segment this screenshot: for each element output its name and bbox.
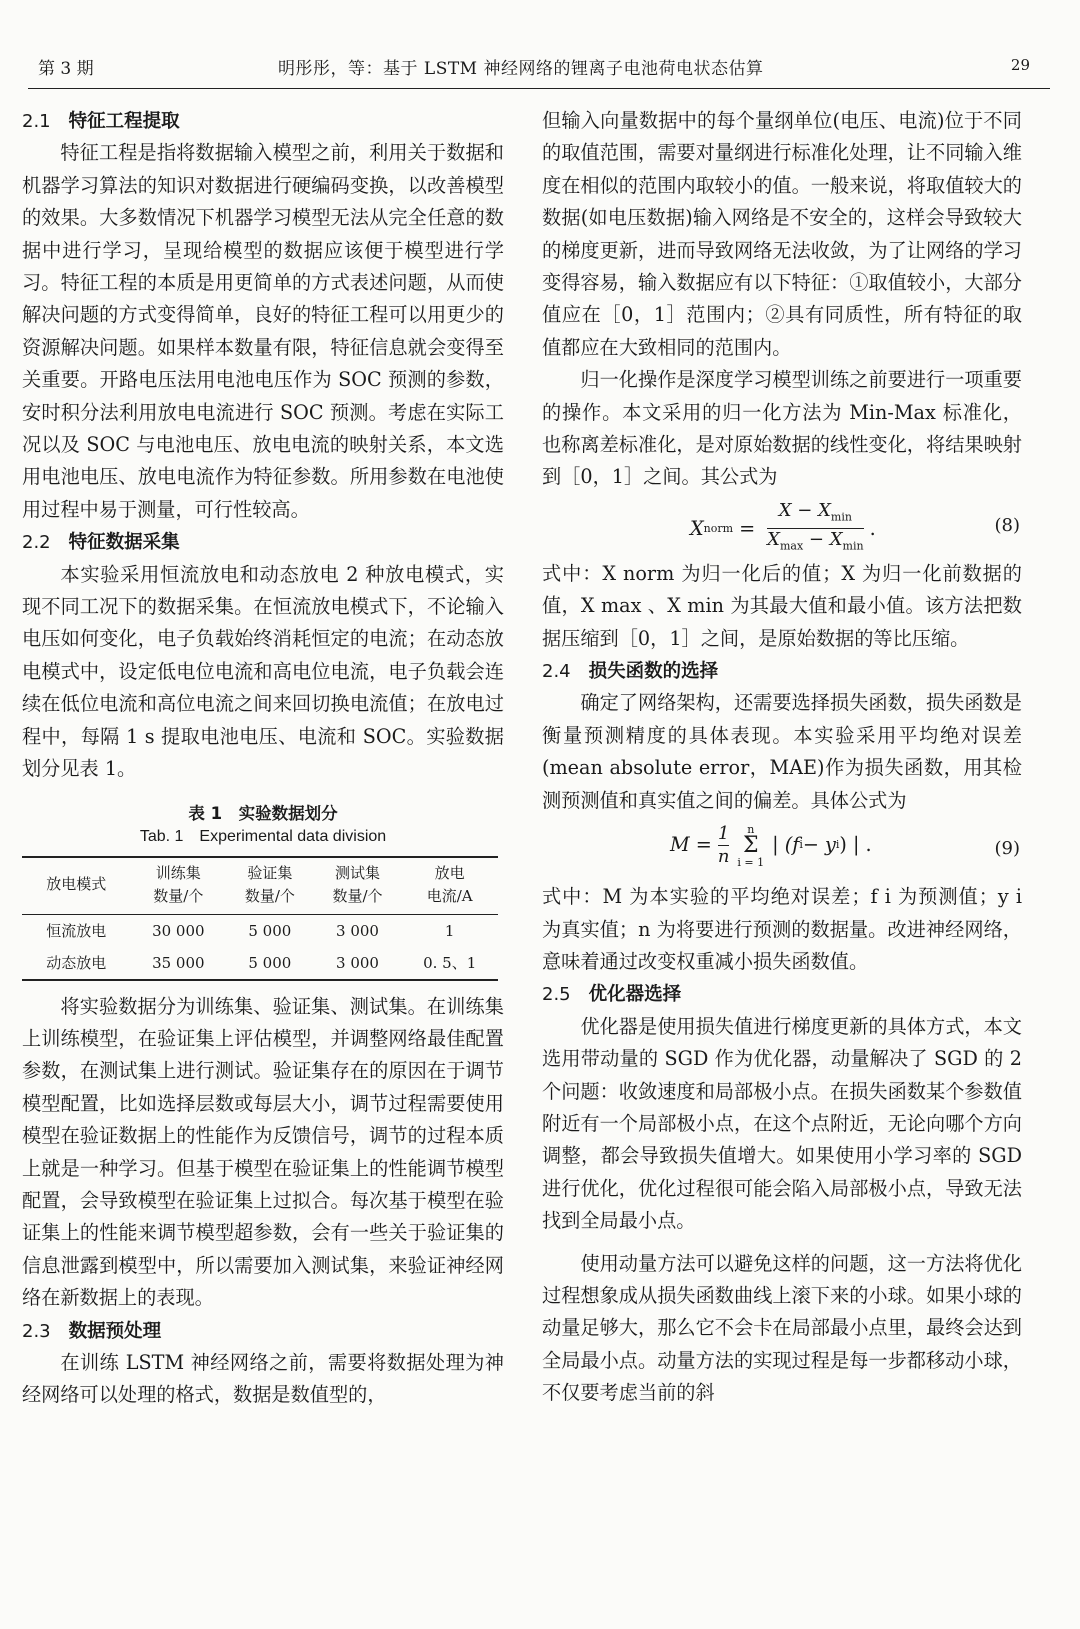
paragraph: 归一化操作是深度学习模型训练之前要进行一项重要的操作。本文采用的归一化方法为 Min-Max 标准化，也称离差标准化，是对原始数据的线性变化，将结果映射到［0，1］之间。其公式为 [542, 368, 1022, 489]
paragraph-continued: 但输入向量数据中的每个量纲单位(电压、电流)位于不同的取值范围，需要对量纲进行标准化处理，让不同输入维度在相似的范围内取较小的值。一般来说，将取值较大的数据(如电压数据)输入网络是不安全的，这样会导致较大的梯度更新，进而导致网络无法收敛，为了让网络的学习变得容易，输入数据应有以下特征：①取值较小，大部分值应在［0，1］范围内；②具有同质性，所有特征的取值都应在大致相同的范围内。 [542, 109, 1022, 359]
equation-number: (9) [994, 838, 1020, 860]
eq-den-text: X [767, 529, 780, 551]
paragraph: 特征工程是指将数据输入模型之前，利用关于数据和机器学习算法的知识对数据进行硬编码变换，以改善模型的效果。大多数情况下机器学习模型无法从完全任意的数据中进行学习，呈现给模型的数据应该便于模型进行学习。特征工程的本质是用更简单的方式表述问题，从而使解决问题的方式变得简单，良好的特征工程可以用更少的资源解决问题。如果样本数量有限，特征信息就会变得至关重要。开路电压法用电池电压作为 SOC 预测的参数，安时积分法利用放电电流进行 SOC 预测。考虑在实际工况以及 SOC 与电池电压、放电电流的映射关系，本文选用电池电压、放电电流作为特征参数。所用参数在电池使用过程中易于测量，可行性较高。 [22, 141, 504, 521]
sigma-symbol: Σ [743, 832, 759, 858]
table-header-cell [22, 857, 131, 915]
section-heading-2-5 [542, 978, 1022, 1010]
section-title: 优化器选择 [588, 984, 682, 1006]
equation-8 [542, 494, 1022, 558]
section-number: 2.4 [542, 661, 571, 683]
table-header-cell [314, 857, 402, 915]
header-line-2: 数量/个 [244, 886, 295, 905]
equation-number: (8) [994, 514, 1020, 536]
header-line-1: 验证集 [247, 863, 293, 882]
eq-end: . [869, 516, 876, 540]
section-number: 2.1 [22, 111, 51, 132]
sum-upper-limit: n [747, 822, 755, 836]
section-title: 数据预处理 [68, 1320, 162, 1342]
section-heading-2-2 [22, 526, 504, 558]
section-heading-2-4 [542, 655, 1022, 687]
table-caption [22, 802, 504, 848]
equation-9 [542, 817, 1022, 881]
header-line-1: 放电模式 [46, 875, 107, 893]
paragraph-continued: 式中：X norm 为归一化后的值；X 为归一化前数据的值，X max 、X min 为其最大值和最小值。该方法把数据压缩到［0，1］之间，是原始数据的等比压缩。 [542, 561, 1022, 650]
eq-sub: i [799, 838, 803, 852]
eq-text: ) | . [839, 833, 872, 857]
eq-den-text: − X [803, 529, 843, 551]
header-line-1: 训练集 [155, 863, 201, 882]
eq-numerator: 1 [717, 823, 730, 845]
table-caption-cn: 表 1 实验数据划分 [188, 803, 338, 823]
header-line-2: 数量/个 [153, 886, 204, 905]
table-row [22, 947, 498, 980]
sum-lower-limit: i = 1 [737, 855, 765, 869]
right-column [542, 105, 1022, 1410]
table-header-row [22, 857, 498, 915]
section-heading-2-3 [22, 1315, 504, 1347]
section-title: 损失函数的选择 [588, 661, 719, 683]
article-title: 明彤彤，等：基于 LSTM 神经网络的锂离子电池荷电状态估算 [278, 59, 764, 79]
page-number: 29 [1010, 56, 1030, 74]
table-cell: 动态放电 [22, 947, 131, 980]
table-cell: 30 000 [152, 921, 205, 940]
paragraph: 本实验采用恒流放电和动态放电 2 种放电模式，实现不同工况下的数据采集。在恒流放电模式下，不论输入电压如何变化，电子负载始终消耗恒定的电流；在动态放电模式中，设定低电位电流和高电位电流，电子负载会连续在低位电流和高位电流之间来回切换电流值；在放电过程中，每隔 1 s 提取电池电压、电流和 SOC。实验数据划分见表 1。 [22, 562, 504, 781]
table-cell: 5 000 [226, 947, 314, 980]
eq-num-sub: min [830, 510, 852, 524]
paragraph: 优化器是使用损失值进行梯度更新的具体方式，本文选用带动量的 SGD 作为优化器，动量解决了 SGD 的 2 个问题：收敛速度和局部极小点。在损失函数某个参数值附近有一个局部极小点，在这个点附近，无论向哪个方向调整，都会导致损失值增大。如果使用小学习率的 SGD 进行优化，优化过程很可能会陷入局部极小点，导致无法找到全局最小点。 [542, 1014, 1022, 1233]
table-cell: 恒流放电 [46, 921, 107, 940]
section-title: 特征数据采集 [68, 532, 180, 554]
table-row [22, 914, 498, 947]
eq-num-text: X − X [778, 499, 831, 521]
table-header-cell [226, 857, 314, 915]
eq-fraction [718, 823, 730, 868]
paragraph: 在训练 LSTM 神经网络之前，需要将数据处理为神经网络可以处理的格式，数据是数值型的， [22, 1350, 504, 1407]
table-cell: 3 000 [336, 921, 379, 940]
eq-lhs-sub: norm [703, 521, 734, 535]
eq-text: | (f [772, 833, 800, 857]
section-heading-2-1 [22, 105, 504, 137]
section-number: 2.5 [542, 984, 571, 1006]
table-header-cell [131, 857, 226, 915]
summation-sign [737, 824, 764, 868]
table-cell: 3 000 [314, 947, 402, 980]
equation-body [690, 500, 876, 558]
equation-body [670, 823, 872, 868]
section-number: 2.2 [22, 532, 51, 554]
paragraph: 使用动量方法可以避免这样的问题，这一方法将优化过程想象成从损失函数曲线上滚下来的小球。如果小球的动量足够大，那么它不会卡在局部最小点里，最终会达到全局最小点。动量方法的实现过程是每一步都移动小球，不仅要考虑当前的斜 [542, 1251, 1022, 1405]
issue-number: 第 3 期 [38, 59, 94, 79]
eq-sub: i [835, 838, 840, 852]
header-line-2: 数量/个 [332, 886, 383, 905]
eq-lhs: X [690, 516, 704, 540]
paragraph: 将实验数据分为训练集、验证集、测试集。在训练集上训练模型，在验证集上评估模型，并调整网络最佳配置参数，在测试集上进行测试。验证集存在的原因在于调节模型配置，比如选择层数或每层大小，调节过程需要使用模型在验证数据上的性能作为反馈信号，调节的过程本质上就是一种学习。但基于模型在验证集上的性能调节模型配置，会导致模型在验证集上过拟合。每次基于模型在验证集上的性能来调节模型超参数，会有一些关于验证集的信息泄露到模型中，所以需要加入测试集，来验证神经网络在新数据上的表现。 [22, 994, 504, 1310]
eq-den-sub: min [842, 540, 864, 554]
running-header [28, 48, 1050, 89]
table-cell: 0. 5、1 [401, 947, 498, 980]
eq-numerator [779, 500, 852, 529]
eq-den-sub: max [779, 540, 804, 554]
eq-fraction [767, 500, 863, 558]
header-line-1: 测试集 [335, 863, 381, 882]
section-title: 特征工程提取 [68, 111, 180, 132]
section-number: 2.3 [22, 1320, 51, 1342]
eq-text: − y [802, 833, 836, 857]
header-line-2: 电流/A [426, 886, 473, 905]
table-cell: 5 000 [248, 921, 292, 940]
table-header-cell [401, 857, 498, 915]
paragraph: 确定了网络架构，还需要选择损失函数，损失函数是衡量预测精度的具体表现。本实验采用平均绝对误差(mean absolute error，MAE)作为损失函数，用其检测预测值和真实值之间的偏差。具体公式为 [542, 691, 1022, 812]
table-caption-en: Tab. 1 Experimental data division [139, 827, 387, 845]
left-column [22, 105, 504, 1412]
eq-lhs: M = [670, 833, 712, 857]
eq-sign: = [739, 516, 756, 540]
eq-denominator [767, 529, 863, 558]
header-line-1: 放电 [434, 863, 465, 882]
table-cell: 35 000 [131, 947, 226, 980]
data-division-table [22, 856, 498, 981]
eq-denominator: n [717, 846, 730, 868]
paragraph-continued: 式中：M 为本实验的平均绝对误差；f i 为预测值；y i 为真实值；n 为将要进行预测的数据量。改进神经网络，意味着通过改变权重减小损失函数值。 [542, 885, 1022, 973]
table-cell: 1 [444, 921, 455, 940]
